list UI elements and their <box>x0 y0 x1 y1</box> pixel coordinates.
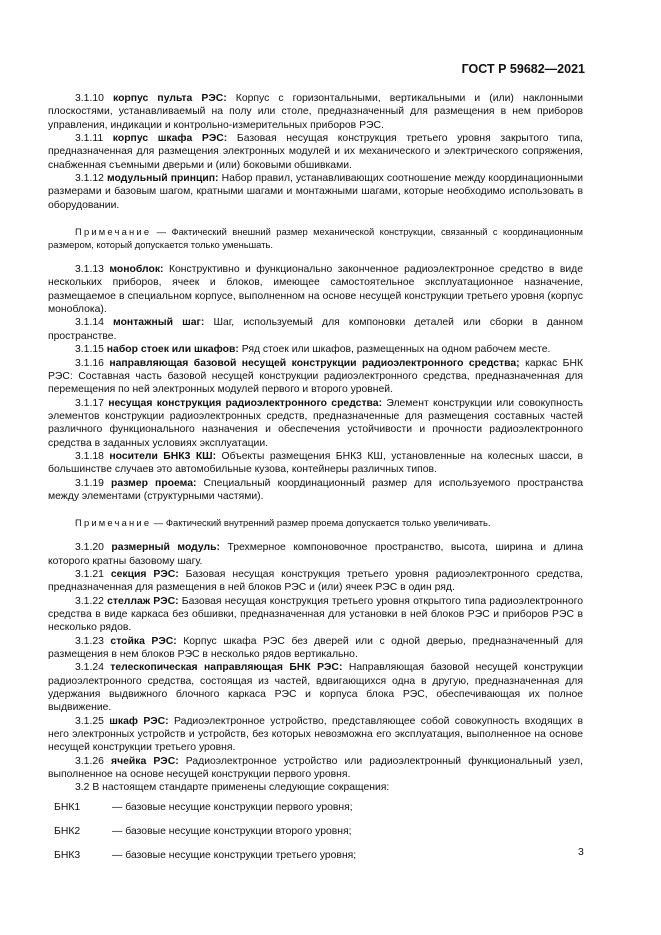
definition-3-1-17: 3.1.17 несущая конструкция радиоэлектронного средства: Элемент конструкции или совокупность элементов конструкции радиоэлектронных средств, предназначенные для размещения составных частей различного функционального назначения и обеспечения устойчивости и прочности радиоэлектронного средства в заданных условиях эксплуатации. <box>48 397 583 449</box>
definition-3-1-25: 3.1.25 шкаф РЭС: Радиоэлектронное устройство, представляющее собой совокупность входящих в него электронных устройств и устройств, без которых невозможна его эксплуатация, выполненное на основе несущей конструкции третьего уровня. <box>48 715 584 754</box>
term: корпус пульта РЭС: <box>113 93 227 104</box>
term: набор стоек или шкафов: <box>106 344 239 356</box>
document-body <box>48 92 583 873</box>
note-label: Примечание <box>75 226 152 238</box>
term: стеллаж РЭС: <box>107 595 179 607</box>
term: размерный модуль: <box>111 542 220 554</box>
definition-3-1-23: 3.1.23 стойка РЭС: Корпус шкафа РЭС без дверей или с одной дверью, предназначенный для размещения в нем блоков РЭС в несколько рядов вертикально. <box>48 635 583 661</box>
definition-3-1-18: 3.1.18 носители БНК3 КШ: Объекты размещения БНК3 КШ, установленные на колесных шасси, в большинстве случаев это автомобильные кузова, контейнеры различных типов. <box>48 450 584 476</box>
term: модульный принцип: <box>106 173 219 185</box>
abbreviation-description: — базовые несущие конструкции второго уровня; <box>112 825 352 837</box>
abbreviation-list <box>48 801 583 873</box>
abbreviation-row <box>48 801 583 825</box>
definition-3-1-20: 3.1.20 размерный модуль: Трехмерное компоновочное пространство, высота, ширина и длина которого кратны базовому шагу. <box>48 542 583 567</box>
term: моноблок: <box>109 264 164 276</box>
abbreviation-row <box>48 825 583 849</box>
term: монтажный шаг: <box>113 317 205 329</box>
term: ячейка РЭС: <box>111 755 179 767</box>
abbreviation-row <box>48 849 583 873</box>
definition-3-1-26: 3.1.26 ячейка РЭС: Радиоэлектронное устройство или радиоэлектронный функциональный узел, выполненное на основе несущей конструкции первого уровня. <box>48 755 584 781</box>
abbreviation-description: — базовые несущие конструкции третьего уровня; <box>112 849 357 861</box>
note-label: Примечание <box>75 517 152 529</box>
term: шкаф РЭС: <box>109 715 169 727</box>
note-2: Примечание — Фактический внутренний размер проема допускается только увеличивать. <box>75 517 491 529</box>
term: размер проема: <box>110 477 197 489</box>
definition-3-1-12: 3.1.12 модульный принцип: Набор правил, устанавливающих соотношение между координационными размерами и базовым шагом, кратными шагами и монтажными шагами, которые необходимо использовать в оборудовании. <box>48 173 584 211</box>
term: телескопическая направляющая БНК РЭС: <box>110 662 343 674</box>
definition-3-1-22: 3.1.22 стеллаж РЭС: Базовая несущая конструкция третьего уровня открытого типа радиоэлектронного средства в виде каркаса без обшивки, предназначенная для установки в ней блоков РЭС и приборов РЭС в несколько рядов. <box>48 595 583 634</box>
term: носители БНК3 КШ: <box>109 450 217 462</box>
note-1: Примечание — Фактический внешний размер механической конструкции, связанный с координационным размером, который допускается только уменьшать. <box>48 226 583 251</box>
definition-3-1-19: 3.1.19 размер проема: Специальный координационный размер для используемого пространства между элементами (структурными частями). <box>48 477 583 502</box>
definition-3-1-11: 3.1.11 корпус шкафа РЭС: Базовая несущая конструкция третьего уровня закрытого типа, предназначенная для размещения электронных модулей и их механического и электрического сопряжения, снабженная съемными дверьми и (или) боковыми обшивками. <box>48 133 584 171</box>
abbreviation-description: — базовые несущие конструкции первого уровня; <box>112 801 353 813</box>
term: стойка РЭС: <box>110 635 177 647</box>
definition-3-1-16: 3.1.16 направляющая базовой несущей конструкции радиоэлектронного средства; каркас БНК РЭС: Составная часть базовой несущей конструкции радиоэлектронного средства, предназначенная для перемещения по ней электронных модулей первого и второго уровней. <box>48 357 583 396</box>
definition-3-1-13: 3.1.13 моноблок: Конструктивно и функционально законченное радиоэлектронное средство в виде нескольких приборов, ячеек и блоков, имеющее самостоятельное эксплуатационное назначение, размещаемое в специальном корпусе, выполненном на основе несущей конструкции третьего уровня (корпус моноблока). <box>48 264 583 316</box>
term: несущая конструкция радиоэлектронного средства: <box>108 397 383 409</box>
definition-3-1-21: 3.1.21 секция РЭС: Базовая несущая конструкция третьего уровня радиоэлектронного средства, предназначенная для размещения в ней блоков РЭС и (или) ячеек РЭС в один ряд. <box>48 568 584 594</box>
term: корпус шкафа РЭС: <box>112 133 228 145</box>
definition-3-1-10: 3.1.10 корпус пульта РЭС: Корпус с горизонтальными, вертикальными и (или) наклонными плоскостями, устанавливаемый на полу или столе, предназначенный для размещения в нем приборов управления, индикации и контрольно-измерительных приборов РЭС. <box>48 93 583 131</box>
definition-3-1-14: 3.1.14 монтажный шаг: Шаг, используемый для компоновки деталей или сборки в данном пространстве. <box>48 317 584 342</box>
definition-3-1-24: 3.1.24 телескопическая направляющая БНК РЭС: Направляющая базовой несущей конструкции радиоэлектронного средства, состоящая из частей, вдвигающихся одна в другую, предназначенная для удержания выдвижного блочного каркаса РЭС и корпуса блока РЭС, обеспечивающая их полное выдвижение. <box>48 662 584 714</box>
page-number: 3 <box>578 846 584 858</box>
term: направляющая базовой несущей конструкции радиоэлектронного средства; <box>109 357 520 369</box>
section-3-2: 3.2 В настоящем стандарте применены следующие сокращения: <box>75 782 390 794</box>
abbreviation-key: БНК2 <box>54 825 81 837</box>
abbreviation-key: БНК1 <box>54 801 81 813</box>
abbreviation-key: БНК3 <box>54 849 81 861</box>
standard-code: ГОСТ Р 59682—2021 <box>461 62 585 76</box>
definition-3-1-15: 3.1.15 набор стоек или шкафов: Ряд стоек или шкафов, размещенных на одном рабочем месте. <box>75 344 551 356</box>
term: секция РЭС: <box>110 568 179 580</box>
